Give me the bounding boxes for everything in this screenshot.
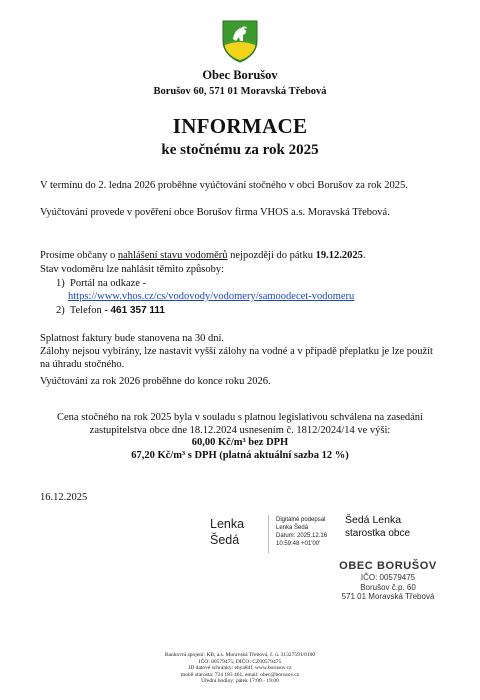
list-number: 1) [56, 278, 65, 289]
mayor-block [345, 514, 410, 540]
paragraph-meter-methods: Stav vodoměru lze nahlásit těmito způsoby: [40, 264, 225, 275]
mayor-title: starostka obce [345, 528, 411, 539]
signature-detail-line: Lenka Šedá [276, 525, 309, 531]
municipality-address: Borušov 60, 571 01 Moravská Třebová [153, 86, 327, 97]
list-number: 2) [56, 305, 65, 316]
signature-name [210, 516, 244, 548]
portal-label: Portál na odkaze - [70, 278, 147, 289]
meter-request-suffix: . [362, 250, 366, 261]
signature-detail-line: Datum: 2025.12.16 [276, 533, 328, 539]
paragraph-billing-date: V termínu do 2. ledna 2026 proběhne vyúčtování stočného v obci Borušov za rok 2025. [40, 180, 408, 191]
footer-line: Bankovní spojení: KB, a.s. Moravská Třebová, č. ú. 31327591/0100 [164, 652, 316, 658]
price-with-vat: 67,20 Kč/m³ s DPH (platná aktuální sazba 12 %) [131, 449, 349, 461]
paragraph-meter-request [40, 250, 440, 263]
document-date: 16.12.2025 [40, 492, 88, 503]
meter-request-deadline: 19.12.2025 [315, 250, 363, 261]
phone-label: Telefon - [69, 305, 111, 316]
mayor-name: Šedá Lenka [345, 514, 402, 526]
stamp-title: OBEC BORUŠOV [339, 560, 437, 572]
signature-detail-line: Digitálně podepsal [276, 517, 326, 523]
meter-request-prefix: Prosíme občany o [40, 250, 118, 261]
signature-first-name: Lenka [210, 517, 245, 531]
phone-number: 461 357 111 [110, 305, 165, 316]
paragraph-advances: Zálohy nejsou vybírány, lze nastavit vyšší zálohy na vodné a v případě přeplatku je lze použít na úhradu stočného. [40, 346, 433, 370]
signature-divider [268, 515, 269, 553]
meter-request-middle: nejpozději do pátku [227, 250, 316, 261]
price-without-vat: 60,00 Kč/m³ bez DPH [191, 437, 289, 449]
footer [0, 652, 480, 685]
paragraph-next-billing: Vyúčtování za rok 2026 proběhne do konce roku 2026. [40, 376, 271, 387]
footer-line: mobil starosta: 724 183 461, email: obec@borusov.cz [180, 671, 300, 678]
signature-last-name: Šedá [210, 533, 240, 547]
official-stamp [338, 562, 438, 602]
paragraph-billing-provider: Vyúčtování provede v pověření obce Borušov firma VHOS a.s. Moravská Třebová. [40, 207, 390, 218]
footer-line: ID datové schránky: ehya84f, www.borusov.cz [188, 665, 292, 672]
stamp-street: Borušov č.p. 60 [360, 582, 416, 592]
list-item-portal [56, 278, 440, 303]
page-title: INFORMACE [172, 114, 308, 138]
meter-request-emphasis: nahlášení stavu vodoměrů [117, 250, 228, 261]
digital-signature-details [276, 516, 327, 548]
portal-link[interactable]: https://www.vhos.cz/cs/vodovody/vodomery/samoodecet-vodomeru [68, 290, 355, 302]
municipal-crest-icon [221, 19, 259, 63]
page-subtitle: ke stočnému za rok 2025 [161, 142, 319, 158]
footer-line: IČO: 00579475, DIČO: CZ00579475 [198, 658, 282, 665]
stamp-ico: IČO: 00579475 [360, 572, 416, 582]
price-text: Cena stočného na rok 2025 byla v souladu s platnou legislativou schválena na zasedání zastupitelstva obce dne 18.12.2024 usnesením č. 1812/2024/14 ve výši: [57, 412, 423, 436]
signature-detail-line: 10:59:48 +01'00' [276, 541, 321, 547]
list-item-phone [56, 305, 165, 318]
price-section [40, 412, 440, 462]
municipality-name: Obec Borušov [202, 68, 278, 82]
paragraph-invoice-due: Splatnost faktury bude stanovena na 30 dní. [40, 333, 225, 344]
stamp-city: 571 01 Moravská Třebová [341, 592, 435, 602]
footer-line: Úřední hodiny: pátek 17:00 - 19:00 [201, 678, 279, 685]
